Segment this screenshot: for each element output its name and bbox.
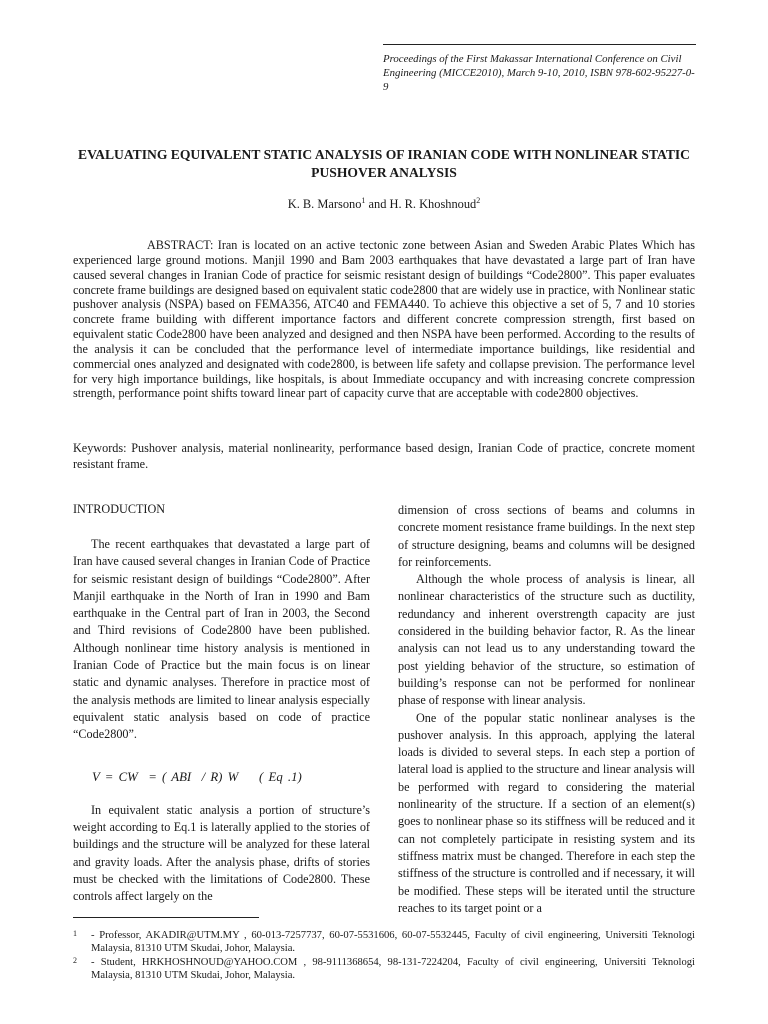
author-joiner: and bbox=[365, 197, 390, 211]
header-rule bbox=[383, 44, 696, 45]
right-column bbox=[398, 502, 695, 917]
footnote-mark: 2 bbox=[73, 956, 77, 965]
author-2-affiliation-mark: 2 bbox=[476, 196, 481, 205]
footnote-text: - Professor, AKADIR@UTM.MY , 60-013-7257737, 60-07-5531606, 60-07-5532445, Faculty of civil engineering, Universiti Teknologi Malaysia, 81310 UTM Skudai, Johor, Malaysia. bbox=[91, 930, 695, 955]
footnote-text: - Student, HRKHOSHNOUD@YAHOO.COM , 98-9111368654, 98-131-7224204, Faculty of civil engineering, Universiti Teknologi Malaysia, 81310 UTM Skudai, Johor, Malaysia. bbox=[91, 957, 695, 982]
paragraph: The recent earthquakes that devastated a large part of Iran have caused several changes in Iranian Code of Practice for seismic resistant design of buildings “Code2800”. After Manjil earthquake in the North of Iran in 1990 and Bam earthquake in the Central part of Iran in 2003, the Second and Third revisions of Code2800 have been published. Although nonlinear time history analysis is mentioned in Iranian Code of Practice but the main focus is on linear static and dynamic analyses. Therefore in practice most of the analysis methods are limited to linear analysis especially equivalent static analysis based on code of practice “Code2800”. bbox=[73, 537, 370, 742]
footnote-2 bbox=[73, 956, 695, 983]
keywords: Keywords: Pushover analysis, material nonlinearity, performance based design, Iranian Code of practice, concrete moment resistant frame. bbox=[73, 441, 695, 471]
author-1: K. B. Marsono bbox=[287, 197, 362, 211]
author-2: H. R. Khoshnoud bbox=[389, 197, 477, 211]
paragraph: dimension of cross sections of beams and columns in concrete moment resistance frame buildings. In the next step of structure designing, beams and columns will be designed for reinforcements. bbox=[398, 503, 695, 569]
abstract: ABSTRACT: Iran is located on an active tectonic zone between Asian and Sweden Arabic Plates Which has experienced large ground motions. Manjil 1990 and Bam 2003 earthquakes that have devastated a large part of Iran have caused several changes in Iranian Code of practice for seismic resistant design of buildings “Code2800”. This paper evaluates concrete frame buildings are designed based on equivalent static code2800 that are widely use in practice, with Nonlinear static pushover analysis (NSPA) based on FEMA356, ATC40 and FEMA440. To achieve this objective a set of 5, 7 and 10 stories concrete frame building with different importance factors and different concrete compression strength, first based on equivalent static Code2800 have been analyzed and designed and then NSPA have been performed. According to the results of the analysis it can be concluded that the performance level of intermediate importance buildings, like residential and commercial ones analyzed and designated with code2800, is between life safety and collapse prevision. The performance level for very high importance buildings, like hospitals, is about Immediate occupancy and with increasing concrete compression strength, performance point shifts toward linear part of capacity curve that are acceptable with code2800 objectives. bbox=[73, 238, 695, 401]
paragraph: In equivalent static analysis a portion of structure’s weight according to Eq.1 is laterally applied to the stories of buildings and the structure will be analyzed for these lateral and gravity loads. After the analysis phase, drifts of stories must be checked with the limitations of Code2800. These controls affect largely on the bbox=[73, 803, 370, 904]
paragraph: One of the popular static nonlinear analyses is the pushover analysis. In this approach, applying the lateral loads is divided to several steps. In each step a portion of lateral load is applied to the structure and linear analysis will be performed with regard to considering the material nonlinearity of the structure. If a section of an element(s) goes to nonlinear phase so its stiffness will be reduced and it can not completely participate in resisting system and its stiffness matrix must be changed. Therefore in each step the stiffness of the structure is controlled and if necessary, it will be modified. These steps will be iterated until the structure reaches to its target point or a bbox=[398, 710, 695, 915]
footnote-rule bbox=[73, 917, 259, 918]
paragraph: Although the whole process of analysis is linear, all nonlinear characteristics of the structure such as ductility, redundancy and inherent overstrength capacity are just considered in the building behavior factor, R. As the linear analysis can not lead us to any understanding toward the post yielding behavior of the structure, so estimation of building’s response can not be performed for nonlinear phase of response with linear analysis. bbox=[398, 572, 695, 708]
left-column bbox=[73, 536, 370, 744]
proceedings-header: Proceedings of the First Makassar International Conference on Civil Engineering (MICCE2010), March 9-10, 2010, ISBN 978-602-95227-0-9 bbox=[383, 53, 695, 93]
author-line bbox=[70, 197, 698, 212]
footnote-1 bbox=[73, 929, 695, 956]
footnote-mark: 1 bbox=[73, 929, 77, 938]
paper-title: EVALUATING EQUIVALENT STATIC ANALYSIS OF IRANIAN CODE WITH NONLINEAR STATIC PUSHOVER ANALYSIS bbox=[78, 147, 690, 180]
author-1-affiliation-mark: 1 bbox=[361, 196, 366, 205]
section-heading-introduction: INTRODUCTION bbox=[73, 502, 166, 516]
equation-1: V = CW = ( ABI / R) W ( Eq .1) bbox=[92, 770, 302, 784]
